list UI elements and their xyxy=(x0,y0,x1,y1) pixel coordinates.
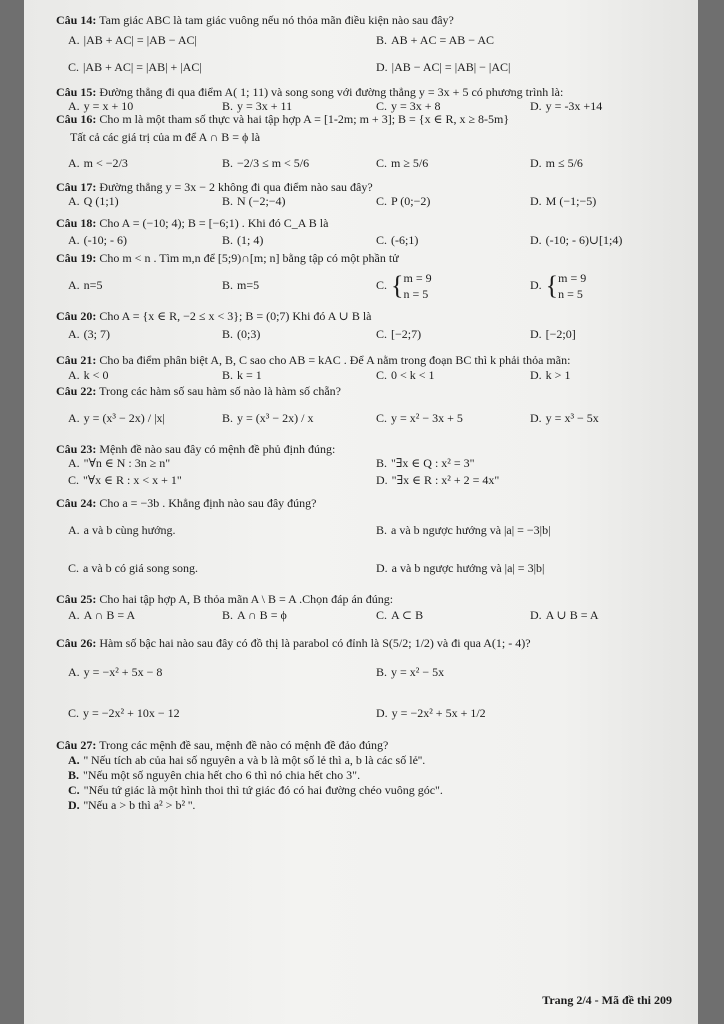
question-number: Câu 16: xyxy=(56,112,97,127)
option-c: C. "∀x ∈ R : x < x + 1" xyxy=(68,472,182,487)
question-number: Câu 17: xyxy=(56,179,97,194)
option-c: C. P (0;−2) xyxy=(376,193,431,208)
option-c: C. y = −2x² + 10x − 12 xyxy=(68,705,180,720)
option-d: D. ''Nếu a > b thì a² > b² ''. xyxy=(68,797,196,812)
option-b: B. y = (x³ − 2x) / x xyxy=(222,411,314,426)
option-c: C. [−2;7) xyxy=(376,326,422,341)
option-a: A. (3; 7) xyxy=(68,326,110,341)
question-24 xyxy=(56,497,684,587)
option-d: D. [−2;0] xyxy=(530,326,576,341)
option-d: D. A ∪ B = A xyxy=(530,607,599,622)
question-text: Mệnh đề nào sau đây có mệnh đề phủ định đúng: xyxy=(99,441,336,456)
question-number: Câu 15: xyxy=(56,84,97,99)
question-number: Câu 20: xyxy=(56,308,97,323)
question-text: Cho a = −3b . Khẳng định nào sau đây đúng? xyxy=(99,496,317,511)
option-d: D. { m = 9 n = 5 xyxy=(530,270,587,301)
question-number: Câu 19: xyxy=(56,251,97,266)
question-25 xyxy=(56,593,684,623)
question-text: Trong các mệnh đề sau, mệnh đề nào có mệnh đề đảo đúng? xyxy=(99,737,389,752)
question-text: Cho A = {x ∈ R, −2 ≤ x < 3}; B = (0;7) Khi đó A ∪ B là xyxy=(99,308,372,323)
option-c: C. m ≥ 5/6 xyxy=(376,156,429,171)
question-number: Câu 23: xyxy=(56,441,97,456)
question-26 xyxy=(56,637,684,733)
option-b: B. a và b ngược hướng và |a| = −3|b| xyxy=(376,523,551,538)
question-text: Hàm số bậc hai nào sau đây có đồ thị là parabol có đỉnh là S(5/2; 1/2) và đi qua A(1; - 4)? xyxy=(99,635,531,650)
option-b: B. k = 1 xyxy=(222,368,262,383)
option-a: A. m < −2/3 xyxy=(68,156,128,171)
option-b: B. y = x² − 5x xyxy=(376,664,445,679)
option-d: D. k > 1 xyxy=(530,368,571,383)
option-d: D. |AB − AC| = |AB| − |AC| xyxy=(376,59,511,74)
question-23 xyxy=(56,443,684,487)
question-text: Cho ba điểm phân biệt A, B, C sao cho AB = kAC . Để A nằm trong đoạn BC thì k phải thỏa mãn: xyxy=(99,352,571,367)
option-c: C. y = 3x + 8 xyxy=(376,98,441,113)
option-a: A. |AB + AC| = |AB − AC| xyxy=(68,32,197,47)
question-text: Đường thẳng y = 3x − 2 không đi qua điểm nào sau đây? xyxy=(99,179,373,194)
option-b: B. (1; 4) xyxy=(222,233,264,248)
exam-page xyxy=(24,0,698,1024)
question-number: Câu 21: xyxy=(56,352,97,367)
option-a: A. "∀n ∈ N : 3n ≥ n" xyxy=(68,455,171,470)
option-c: C. a và b có giá song song. xyxy=(68,561,198,576)
question-text: Cho m là một tham số thực và hai tập hợp A = [1-2m; m + 3]; B = {x ∈ R, x ≥ 8-5m} xyxy=(99,112,510,127)
option-c: C. y = x² − 3x + 5 xyxy=(376,411,463,426)
option-c: C. { m = 9 n = 5 xyxy=(376,270,432,301)
option-b: B. "∃x ∈ Q : x² = 3" xyxy=(376,455,475,470)
question-text: Cho A = (−10; 4); B = [−6;1) . Khi đó C_A B là xyxy=(99,215,329,230)
option-d: D. a và b ngược hướng và |a| = 3|b| xyxy=(376,561,545,576)
option-c: C. A ⊂ B xyxy=(376,607,424,622)
question-text: Đường thẳng đi qua điểm A( 1; 11) và song song với đường thẳng y = 3x + 5 có phương trình là: xyxy=(99,84,564,99)
option-b: B. AB + AC = AB − AC xyxy=(376,32,495,47)
question-15 xyxy=(56,86,684,114)
question-text: Cho hai tập hợp A, B thỏa mãn A \ B = A .Chọn đáp án đúng: xyxy=(99,592,394,607)
option-a: A. Q (1;1) xyxy=(68,193,119,208)
question-22 xyxy=(56,385,684,439)
option-c: C. "Nếu tứ giác là một hình thoi thì tứ giác đó có hai đường chéo vuông góc". xyxy=(68,782,443,797)
option-b: B. "Nếu một số nguyên chia hết cho 6 thì nó chia hết cho 3". xyxy=(68,768,361,783)
option-a: A. k < 0 xyxy=(68,368,109,383)
option-a: A. y = x + 10 xyxy=(68,98,134,113)
option-a: A. (-10; - 6) xyxy=(68,233,127,248)
question-text: Cho m < n . Tìm m,n để [5;9)∩[m; n] bằng tập có một phần tử xyxy=(99,251,399,266)
question-number: Câu 18: xyxy=(56,215,97,230)
option-b: B. y = 3x + 11 xyxy=(222,98,293,113)
option-b: B. m=5 xyxy=(222,278,260,293)
option-c: C. 0 < k < 1 xyxy=(376,368,435,383)
question-number: Câu 26: xyxy=(56,635,97,650)
question-number: Câu 24: xyxy=(56,496,97,511)
option-b: B. −2/3 ≤ m < 5/6 xyxy=(222,156,310,171)
question-note: Tất cả các giá trị của m để A ∩ B = ϕ là xyxy=(70,130,261,145)
option-a: A. A ∩ B = A xyxy=(68,607,136,622)
page-footer: Trang 2/4 - Mã đề thi 209 xyxy=(542,993,672,1008)
question-text: Tam giác ABC là tam giác vuông nếu nó thỏa mãn điều kiện nào sau đây? xyxy=(99,13,454,27)
question-21 xyxy=(56,354,684,384)
option-b: B. N (−2;−4) xyxy=(222,193,286,208)
option-a: A. y = (x³ − 2x) / |x| xyxy=(68,411,165,426)
option-d: D. y = x³ − 5x xyxy=(530,411,599,426)
question-number: Câu 27: xyxy=(56,737,97,752)
option-d: D. y = −2x² + 5x + 1/2 xyxy=(376,705,486,720)
option-d: D. m ≤ 5/6 xyxy=(530,156,583,171)
question-number: Câu 25: xyxy=(56,592,97,607)
option-c: C. (-6;1) xyxy=(376,233,419,248)
option-a: A. '' Nếu tích ab của hai số nguyên a và b là một số lẻ thì a, b là các số lẻ''. xyxy=(68,753,426,768)
question-27 xyxy=(56,739,684,813)
option-d: D. "∃x ∈ R : x² + 2 = 4x" xyxy=(376,472,500,487)
option-a: A. n=5 xyxy=(68,278,103,293)
option-a: A. y = −x² + 5x − 8 xyxy=(68,664,163,679)
question-number: Câu 14: xyxy=(56,13,97,27)
option-d: D. (-10; - 6)∪[1;4) xyxy=(530,233,623,248)
option-b: B. (0;3) xyxy=(222,326,261,341)
option-c: C. |AB + AC| = |AB| + |AC| xyxy=(68,59,202,74)
question-20 xyxy=(56,310,684,342)
question-19 xyxy=(56,252,684,306)
question-16 xyxy=(56,113,684,179)
question-number: Câu 22: xyxy=(56,384,97,399)
option-d: D. y = -3x +14 xyxy=(530,98,603,113)
option-b: B. A ∩ B = ϕ xyxy=(222,607,287,622)
question-text: Trong các hàm số sau hàm số nào là hàm số chẵn? xyxy=(99,384,341,399)
question-14 xyxy=(56,14,684,82)
option-a: A. a và b cùng hướng. xyxy=(68,523,176,538)
question-17 xyxy=(56,181,684,209)
question-18 xyxy=(56,217,684,249)
option-d: D. M (−1;−5) xyxy=(530,193,597,208)
